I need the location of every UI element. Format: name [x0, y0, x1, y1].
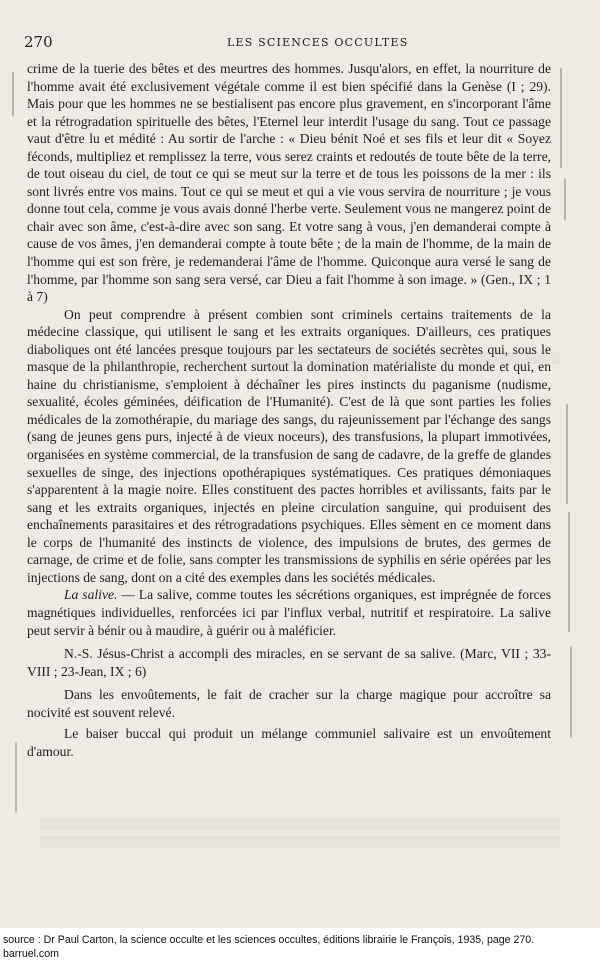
bleed-through-shadow: [40, 836, 560, 848]
page-body: [27, 60, 551, 760]
paragraph-genesis: crime de la tuerie des bêtes et des meurtres des hommes. Jusqu'alors, en effet, la nourriture de l'homme avait été exclusivement végétale comme il est bien spécifié dans la Genèse (I ; 29). Mais pour que les hommes ne se bestialisent pas encore plus gravement, en s'incorporant l'âme et la rétrogradation spirituelle des bêtes, l'Eternel leur interdit l'usage du sang. Tout ce passage vaut d'être lu et médité : Au sortir de l'arche : « Dieu bénit Noé et ses fils et leur dit « Soyez féconds, multipliez et remplissez la terre, vous serez craints et redoutés de toute bête de la terre, de tout oiseau du ciel, de tout ce qui se meut sur la terre et de tous les poissons de la mer : ils sont livrés entre vos mains. Tout ce qui se meut et qui a vie vous servira de nourriture ; je vous donne tout cela, comme je vous avais donné l'herbe verte. Seulement vous ne mangerez point de chair avec son âme, c'est-à-dire avec son sang. Et votre sang à vous, j'en demanderai compte à cause de vos âmes, j'en demanderai compte à toute bête ; de la main de l'homme, de la main de l'homme qui est son frère, je redemanderai l'âme de l'homme. Quiconque aura versé le sang de l'homme, par l'homme son sang sera versé, car Dieu a fait l'homme à son image. » (Gen., IX ; 1 à 7): [27, 61, 551, 305]
section-label-saliva: La salive.: [64, 587, 118, 603]
caption-source: source : Dr Paul Carton, la science occulte et les sciences occultes, éditions librairie le François, 1935, page 270.: [3, 934, 535, 946]
pencil-margin-mark: [566, 404, 568, 504]
pencil-margin-mark: [15, 742, 17, 812]
pencil-margin-mark: [570, 646, 572, 738]
bleed-through-shadow: [40, 818, 560, 830]
image-caption: [3, 933, 599, 961]
paragraph-saliva: [27, 586, 551, 639]
paragraph-baiser: Le baiser buccal qui produit un mélange communiel salivaire est un envoûtement d'amour.: [27, 726, 551, 759]
pencil-margin-mark: [564, 178, 566, 220]
pencil-margin-mark: [12, 72, 14, 116]
paragraph-jesus-saliva: N.-S. Jésus-Christ a accompli des miracles, en se servant de sa salive. (Marc, VII ; 33-VIII ; 23-Jean, IX ; 6): [27, 646, 551, 679]
pencil-margin-mark: [568, 512, 570, 632]
pencil-margin-mark: [560, 68, 562, 168]
paragraph-criminal-treatments: On peut comprendre à présent combien sont criminels certains traitements de la médecine classique, qui utilisent le sang et les extraits organiques. D'ailleurs, ces pratiques diaboliques ont été lancées presque toujours par les sectateurs de sociétés secrètes qui, sous le masque de la philanthropie, recherchent surtout la domination matérialiste du monde et qui, en haine du christianisme, s'emploient à déchaîner les pires instincts du paganisme (nudisme, sexualité, écoles géminées, déification de l'Humanité). C'est de là que sont parties les folies médicales de la zomothérapie, du mariage des sangs, du rajeunissement par l'échange des sangs (sang de jeunes gens purs, injecté à de vieux noceurs), des transfusions, la plupart immotivées, organisées en système commercial, de la transfusion de sang de cadavre, de la greffe de glandes sexuelles de singe, des injections opothérapiques systématiques. Ces pratiques démoniaques s'apparentent à la magie noire. Elles constituent des pactes horribles et avilissants, faits par le sang et les extraits organiques, injectés en pleine circulation sanguine, qui produisent des enchaînements parasitaires et des rétrogradations psychiques. Elles sèment en ce moment dans le corps de l'humanité des instincts de violence, des impulsions de brutes, des germes de carnage, de crime et de folie, sans compter les transmissions de syphilis en série opérées par les injections de sang, dont on a cité des exemples dans les sociétés médicales.: [27, 306, 551, 585]
page-number: 270: [24, 33, 53, 51]
saliva-text: — La salive, comme toutes les sécrétions organiques, est imprégnée de forces magnétiques individuelles, renforcées ici par l'influx verbal, nutritif et respiratoire. La salive peut servir à bénir ou à maudire, à guérir ou à maléficier.: [27, 587, 551, 638]
paragraph-envoutements: Dans les envoûtements, le fait de cracher sur la charge magique pour accroître sa nocivité est souvent relevé.: [27, 687, 551, 720]
caption-site: barruel.com: [3, 948, 59, 960]
running-title: LES SCIENCES OCCULTES: [227, 36, 409, 49]
